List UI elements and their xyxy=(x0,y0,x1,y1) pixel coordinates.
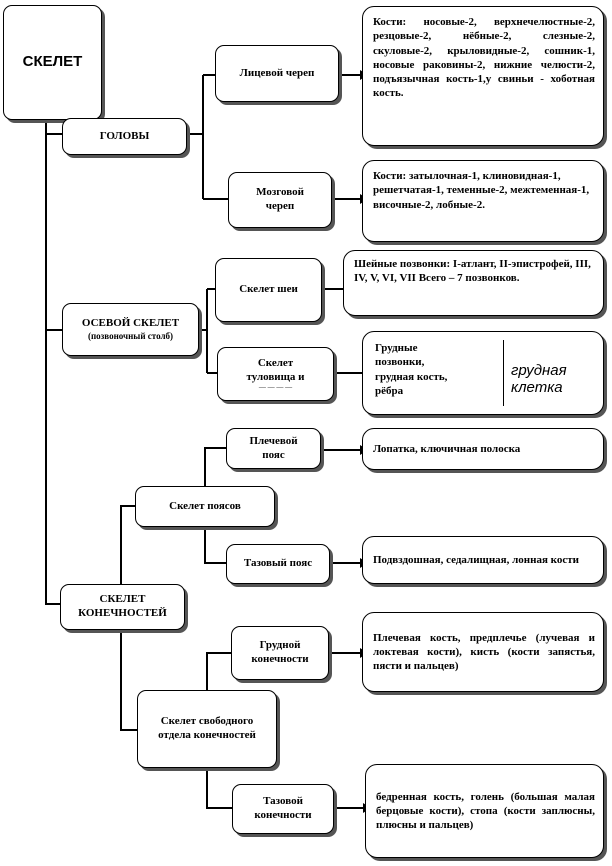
axial-skeleton-box xyxy=(62,303,199,356)
trunk-skeleton-label: Скелет туловища и xyxy=(246,356,305,383)
thoracic-limb-bones-box xyxy=(362,612,604,692)
facial-bones-text: Кости: носовые-2, верхнечелюстные-2, резцовые-2, нёбные-2, слезные-2, скуловые-2, крыловидные-2, сошник-1, носовые раковины-2, нижние челюсти-2, подъязычная кость-1,у свиньи - хоботная кость. xyxy=(373,16,595,100)
pelvic-limb-box xyxy=(232,784,334,834)
brain-skull-box xyxy=(228,172,332,228)
shoulder-girdle-label: Плечевой пояс xyxy=(249,434,298,461)
thorax-box xyxy=(362,331,604,415)
girdles-skeleton-label: Скелет поясов xyxy=(169,499,241,512)
neck-bones-text: Шейные позвонки: I-атлант, II-эпистрофей, III, IV, V, VI, VII Всего – 7 позвонков. xyxy=(354,258,591,285)
brain-bones-box xyxy=(362,160,604,242)
facial-bones-box xyxy=(362,6,604,146)
neck-bones-box xyxy=(343,250,604,316)
limbs-skeleton-label: СКЕЛЕТ КОНЕЧНОСТЕЙ xyxy=(78,593,167,619)
shoulder-girdle-box xyxy=(226,428,321,469)
root-label: СКЕЛЕТ xyxy=(22,53,83,71)
trunk-skeleton-tail: — — — — xyxy=(258,383,293,392)
connector-limbs-free xyxy=(121,630,137,730)
free-limb-skeleton-label: Скелет свободного отдела конечностей xyxy=(158,715,256,741)
shoulder-bones-text: Лопатка, ключичная полоска xyxy=(373,442,521,455)
thoracic-limb-label: Грудной конечности xyxy=(251,639,309,665)
limbs-skeleton-box xyxy=(60,584,185,630)
skull-label: ГОЛОВЫ xyxy=(99,129,150,142)
trunk-skeleton-box xyxy=(217,347,334,401)
facial-skull-box xyxy=(215,45,339,102)
thorax-divider xyxy=(503,340,504,406)
pelvic-girdle-bones-text: Подвздошная, седалищная, лонная кости xyxy=(373,553,579,566)
brain-skull-label: Мозговой череп xyxy=(256,186,304,212)
thorax-line-1: Грудные xyxy=(375,342,418,354)
pelvic-limb-label: Тазовой конечности xyxy=(254,795,312,821)
pelvic-limb-bones-text: бедренная кость, голень (большая малая берцовые кости), стопа (кости заплюсны, плюсны и пальцев) xyxy=(376,790,595,832)
neck-skeleton-label: Скелет шеи xyxy=(239,283,298,296)
axial-skeleton-sublabel: (позвоночный столб) xyxy=(88,330,173,341)
root-box xyxy=(3,5,102,120)
thorax-line-3: грудная кость, xyxy=(375,370,448,383)
connector-trunk xyxy=(46,100,60,604)
thorax-line-4: рёбра xyxy=(375,384,404,397)
thoracic-limb-bones-text: Плечевая кость, предплечье (лучевая и локтевая кости), кисть (кости запястья, пясти и пальцев) xyxy=(373,631,595,673)
neck-skeleton-box xyxy=(215,258,322,322)
skull-box xyxy=(62,118,187,155)
pelvic-girdle-bones-box xyxy=(362,536,604,584)
thorax-components xyxy=(375,341,493,398)
thorax-line-2: позвонки, xyxy=(375,356,425,369)
free-limb-skeleton-box xyxy=(137,690,277,768)
girdles-skeleton-box xyxy=(135,486,275,527)
brain-bones-text: Кости: затылочная-1, клиновидная-1, решетчатая-1, теменные-2, межтеменная-1, височные-2, лобные-2. xyxy=(373,170,590,211)
pelvic-limb-bones-box xyxy=(365,764,604,858)
pelvic-girdle-label: Тазовый пояс xyxy=(243,557,313,570)
shoulder-bones-box xyxy=(362,428,604,470)
axial-skeleton-label: ОСЕВОЙ СКЕЛЕТ xyxy=(81,317,180,329)
pelvic-girdle-box xyxy=(226,544,330,584)
thorax-label: грудная клетка xyxy=(511,362,567,397)
thoracic-limb-box xyxy=(231,626,329,680)
facial-skull-label: Лицевой череп xyxy=(239,66,315,79)
connector-limbs-girdles xyxy=(121,506,135,584)
